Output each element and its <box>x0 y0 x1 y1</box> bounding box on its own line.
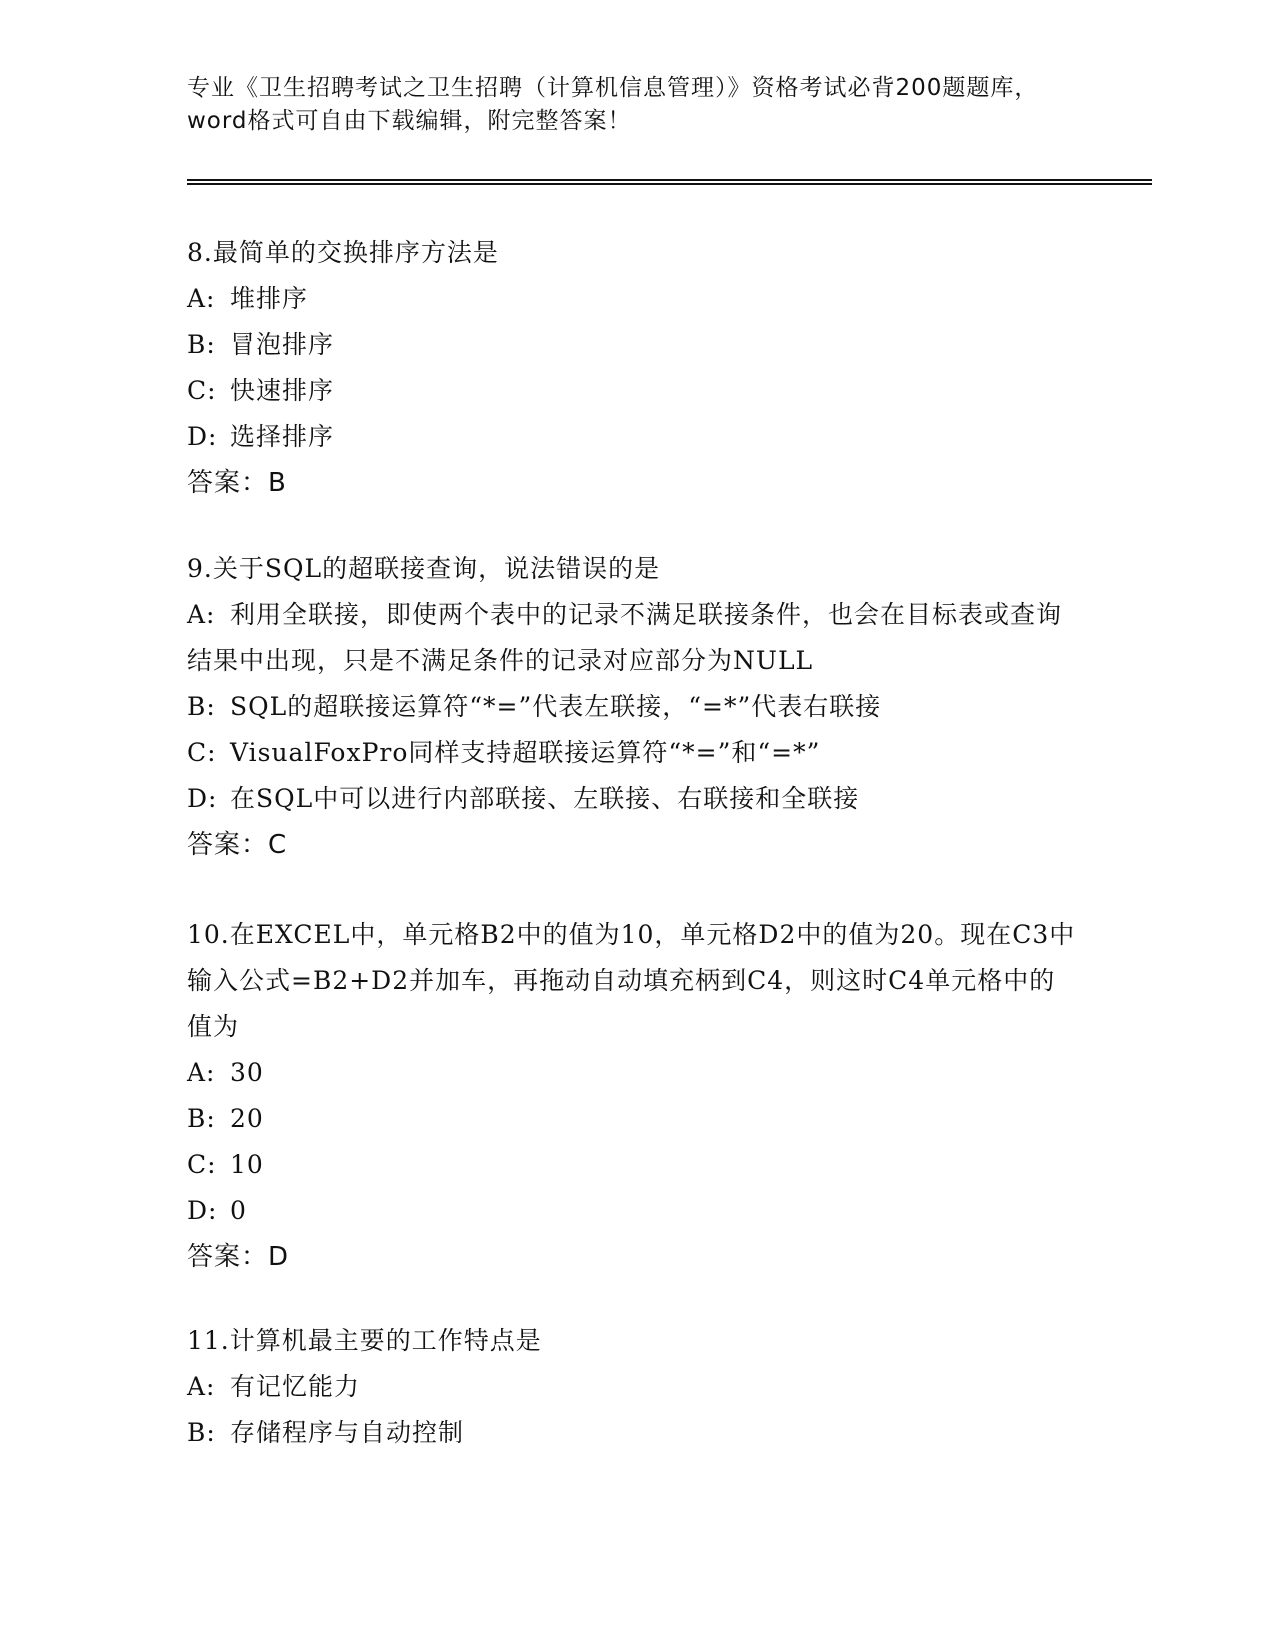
question-stem: 11.计算机最主要的工作特点是 <box>187 1326 542 1355</box>
answer-value: D <box>268 1242 290 1272</box>
question-11 <box>187 1318 1077 1456</box>
option-d <box>187 414 1077 460</box>
option-a <box>187 1364 1077 1410</box>
option-text: 有记忆能力 <box>230 1372 361 1401</box>
option-label: D: <box>187 784 218 813</box>
question-10 <box>187 912 1077 1280</box>
question-stem: 8.最简单的交换排序方法是 <box>187 238 499 267</box>
option-label: C: <box>187 376 217 405</box>
option-text: SQL的超联接运算符“*=”代表左联接，“=*”代表右联接 <box>230 692 882 721</box>
document-header <box>187 72 1077 138</box>
answer-value: B <box>268 468 287 498</box>
answer-value: C <box>268 830 288 860</box>
question-stem: 9.关于SQL的超联接查询，说法错误的是 <box>187 554 661 583</box>
option-text: 选择排序 <box>230 422 335 451</box>
option-b <box>187 1410 1077 1456</box>
option-text: 20 <box>230 1104 264 1133</box>
header-line-2: word格式可自由下载编辑，附完整答案！ <box>187 108 632 134</box>
option-a <box>187 1050 1077 1096</box>
question-stem: 10.在EXCEL中，单元格B2中的值为10，单元格D2中的值为20。现在C3中输入公式=B2+D2并加车，再拖动自动填充柄到C4，则这时C4单元格中的值为 <box>187 920 1076 1041</box>
option-label: A: <box>187 284 216 313</box>
answer-line <box>187 822 1077 868</box>
option-text: 30 <box>230 1058 264 1087</box>
option-text: VisualFoxPro同样支持超联接运算符“*=”和“=*” <box>230 738 821 767</box>
option-c <box>187 1142 1077 1188</box>
header-line-1: 专业《卫生招聘考试之卫生招聘（计算机信息管理）》资格考试必背200题题库， <box>187 75 1039 101</box>
answer-prefix: 答案： <box>187 830 269 860</box>
option-label: B: <box>187 1104 216 1133</box>
answer-line <box>187 1234 1077 1280</box>
answer-line <box>187 460 1077 506</box>
option-text: 堆排序 <box>230 284 309 313</box>
option-label: A: <box>187 1372 216 1401</box>
option-text: 在SQL中可以进行内部联接、左联接、右联接和全联接 <box>230 784 860 813</box>
option-label: C: <box>187 738 217 767</box>
question-8 <box>187 230 1077 506</box>
question-9 <box>187 546 1077 868</box>
option-a <box>187 276 1077 322</box>
option-label: D: <box>187 422 218 451</box>
option-c <box>187 368 1077 414</box>
option-d <box>187 776 1077 822</box>
option-c <box>187 730 1077 776</box>
option-label: A: <box>187 1058 216 1087</box>
answer-prefix: 答案： <box>187 1242 269 1272</box>
option-text: 快速排序 <box>230 376 335 405</box>
option-text: 存储程序与自动控制 <box>230 1418 465 1447</box>
option-b <box>187 1096 1077 1142</box>
option-text: 冒泡排序 <box>230 330 335 359</box>
option-label: B: <box>187 330 216 359</box>
option-text: 利用全联接，即使两个表中的记录不满足联接条件，也会在目标表或查询结果中出现，只是不满足条件的记录对应部分为NULL <box>187 600 1063 675</box>
option-text: 0 <box>230 1196 247 1225</box>
answer-prefix: 答案： <box>187 468 269 498</box>
option-a <box>187 592 1077 684</box>
option-b <box>187 322 1077 368</box>
option-text: 10 <box>230 1150 264 1179</box>
option-d <box>187 1188 1077 1234</box>
option-label: B: <box>187 692 216 721</box>
option-b <box>187 684 1077 730</box>
option-label: B: <box>187 1418 216 1447</box>
header-divider-bottom <box>187 183 1152 185</box>
option-label: C: <box>187 1150 217 1179</box>
header-divider-top <box>187 179 1152 181</box>
option-label: D: <box>187 1196 218 1225</box>
option-label: A: <box>187 600 216 629</box>
